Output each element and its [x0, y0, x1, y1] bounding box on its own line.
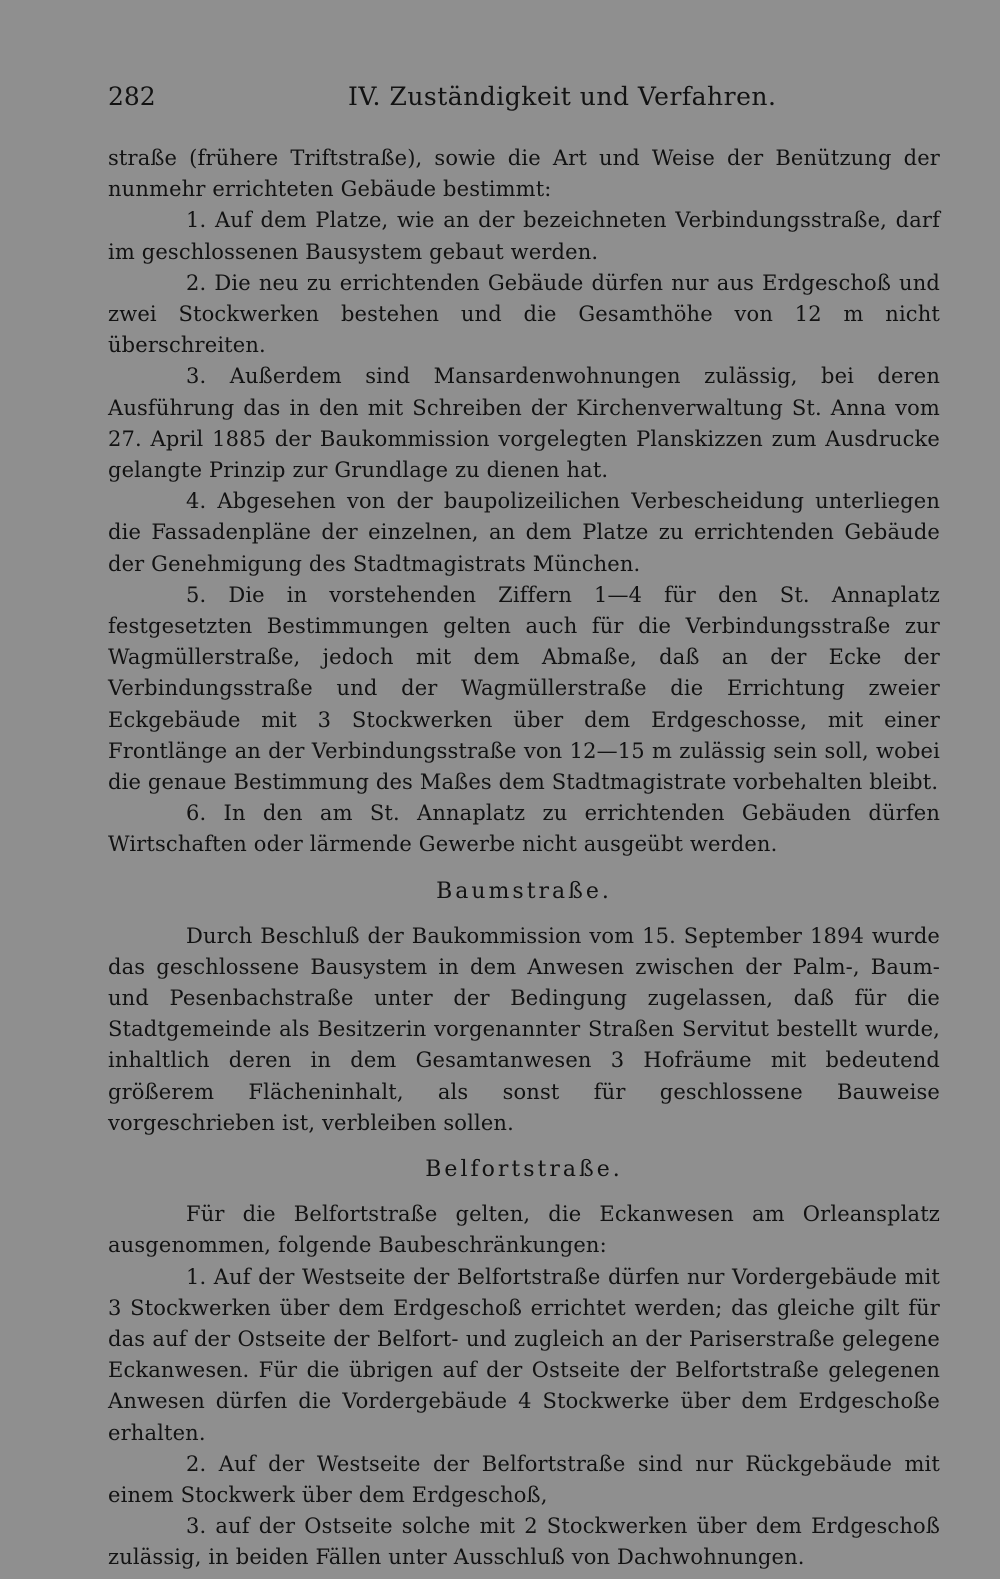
running-title: IV. Zuständigkeit und Verfahren. [348, 82, 777, 111]
section-heading-baumstrasse: Baumstraße. [436, 878, 612, 904]
paragraph: 4. Abgesehen von der baupolizeilichen Verbescheidung unterliegen die Fassadenpläne der einzelnen, an dem Platze zu errichtenden Gebäude der Genehmigung des Stadtmagistrats München. [108, 489, 940, 576]
paragraph: 2. Die neu zu errichtenden Gebäude dürfen nur aus Erdgeschoß und zwei Stockwerken bestehen und die Gesamthöhe von 12 m nicht überschreiten. [108, 270, 940, 358]
paragraph: 3. Außerdem sind Mansardenwohnungen zulässig, bei deren Ausführung das in den mit Schreiben der Kirchenverwaltung St. Anna vom 27. April 1885 der Baukommission vorgelegten Planskizzen zum Ausdrucke gelangte Prinzip zur Grundlage zu dienen hat. [108, 364, 940, 483]
paragraph: 5. Die in vorstehenden Ziffern 1—4 für den St. Annaplatz festgesetzten Bestimmungen gelten auch für die Verbindungsstraße zur Wagmüllerstraße, jedoch mit dem Abmaße, daß an der Ecke der Verbindungsstraße und der Wagmüllerstraße die Errichtung zweier Eckgebäude mit 3 Stockwerken über dem Erdgeschosse, mit einer Frontlänge an der Verbindungsstraße von 12—15 m zulässig sein soll, wobei die genaue Bestimmung des Maßes dem Stadtmagistrate vorbehalten bleibt. [108, 582, 940, 795]
page-body [108, 143, 940, 1574]
paragraph: 1. Auf der Westseite der Belfortstraße dürfen nur Vordergebäude mit 3 Stockwerken über dem Erdgeschoß errichtet werden; das gleiche gilt für das auf der Ostseite der Belfort- und zugleich an der Pariserstraße gelegene Eckanwesen. Für die übrigen auf der Ostseite der Belfortstraße gelegenen Anwesen dürfen die Vordergebäude 4 Stockwerke über dem Erdgeschoße erhalten. [108, 1264, 940, 1445]
paragraph: 3. auf der Ostseite solche mit 2 Stockwerken über dem Erdgeschoß zulässig, in beiden Fällen unter Ausschluß von Dachwohnungen. [108, 1514, 940, 1570]
page-header [108, 78, 940, 118]
paragraph: Durch Beschluß der Baukommission vom 15. September 1894 wurde das geschlossene Bausystem in dem Anwesen zwischen der Palm-, Baum- und Pesenbachstraße unter der Bedingung zugelassen, daß für die Stadtgemeinde als Besitzerin vorgenannter Straßen Servitut bestellt wurde, inhaltlich deren in dem Gesamtanwesen 3 Hofräume mit bedeutend größerem Flächeninhalt, als sonst für geschlossene Bauweise vorgeschrieben ist, verbleiben sollen. [108, 923, 940, 1135]
paragraph: 1. Auf dem Platze, wie an der bezeichneten Verbindungsstraße, darf im geschlossenen Bausystem gebaut werden. [108, 208, 940, 264]
paragraph: Für die Belfortstraße gelten, die Eckanwesen am Orleansplatz ausgenommen, folgende Baubeschränkungen: [108, 1202, 940, 1258]
paragraph: straße (frühere Triftstraße), sowie die Art und Weise der Benützung der nunmehr errichteten Gebäude bestimmt: [108, 146, 940, 202]
section-heading-belfortstrasse: Belfortstraße. [425, 1157, 623, 1183]
paragraph: 6. In den am St. Annaplatz zu errichtenden Gebäuden dürfen Wirtschaften oder lärmende Gewerbe nicht ausgeübt werden. [108, 801, 940, 857]
paragraph: 2. Auf der Westseite der Belfortstraße sind nur Rückgebäude mit einem Stockwerk über dem Erdgeschoß, [108, 1451, 940, 1507]
page-number: 282 [108, 82, 156, 111]
